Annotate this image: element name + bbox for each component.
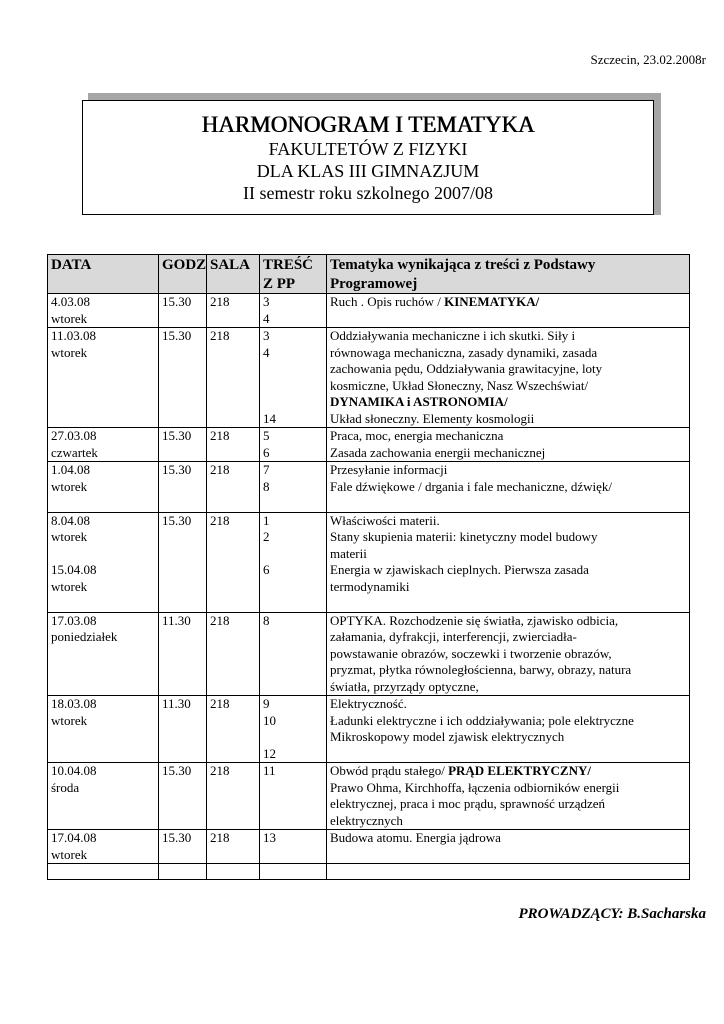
cell-curriculum-point-line <box>263 394 323 411</box>
header-tresc-line1: TREŚĆ <box>263 257 314 273</box>
topic-line <box>330 796 686 813</box>
cell-curriculum-point <box>260 696 327 763</box>
topic-text: pryzmat, płytka równoległościenna, barwy, obrazy, natura <box>330 662 632 677</box>
header-data: DATA <box>48 255 159 294</box>
cell-room: 218 <box>207 763 260 830</box>
place-date: Szczecin, 23.02.2008r <box>590 52 706 67</box>
title-line-1: HARMONOGRAM I TEMATYKA <box>201 112 535 137</box>
topic-text: Energia w zjawiskach cieplnych. Pierwsza zasada <box>330 562 589 577</box>
topic-line <box>330 729 686 746</box>
topic-line <box>330 613 686 630</box>
topic-line <box>330 513 686 530</box>
cell-topic <box>327 294 690 328</box>
empty-table-row <box>48 864 690 880</box>
cell-curriculum-point-line <box>263 361 323 378</box>
topic-text: termodynamiki <box>330 578 410 594</box>
topic-line <box>330 411 686 428</box>
cell-time: 11.30 <box>159 696 207 763</box>
topic-text: Ruch . Opis ruchów / <box>330 294 445 309</box>
cell-date-line: wtorek <box>51 846 88 862</box>
cell-curriculum-point-line <box>263 378 323 395</box>
topic-section-name: DYNAMIKA i ASTRONOMIA/ <box>330 394 508 409</box>
topic-line <box>330 847 686 864</box>
cell-room: 218 <box>207 830 260 864</box>
title-box <box>82 100 654 215</box>
topic-line <box>330 679 686 696</box>
cell-curriculum-point-line: 5 <box>263 428 270 443</box>
cell-date-line: czwartek <box>51 444 98 460</box>
cell-date-line: środa <box>51 779 80 795</box>
topic-line <box>330 780 686 797</box>
cell-room: 218 <box>207 696 260 763</box>
title-line-3: DLA KLAS III GIMNAZJUM <box>256 161 480 181</box>
cell-curriculum-point-line: 14 <box>263 410 276 426</box>
cell-topic <box>327 763 690 830</box>
topic-line <box>330 546 686 563</box>
cell-curriculum-point-line: 3 <box>263 294 270 309</box>
topic-text: Prawo Ohma, Kirchhoffa, łączenia odbiorników energii <box>330 779 620 795</box>
cell-curriculum-point <box>260 294 327 328</box>
topic-text: Zasada zachowania energii mechanicznej <box>330 444 546 460</box>
table-row <box>48 763 690 830</box>
table-row <box>48 328 690 428</box>
cell-time: 15.30 <box>159 830 207 864</box>
table-row <box>48 696 690 763</box>
topic-line <box>330 479 686 496</box>
cell-date-line: wtorek <box>51 478 88 494</box>
topic-line <box>330 495 686 512</box>
cell-date-line <box>51 546 155 563</box>
topic-line <box>330 428 686 445</box>
cell-time: 15.30 <box>159 512 207 612</box>
cell-topic <box>327 328 690 428</box>
cell-curriculum-point-line: 6 <box>263 444 270 460</box>
cell-room: 218 <box>207 294 260 328</box>
empty-cell <box>327 864 690 880</box>
cell-room: 218 <box>207 612 260 696</box>
header-tematyka <box>327 255 690 294</box>
title-line-2: FAKULTETÓW Z FIZYKI <box>268 139 468 159</box>
cell-date-line: 11.03.08 <box>51 328 97 343</box>
cell-room: 218 <box>207 512 260 612</box>
topic-line <box>330 529 686 546</box>
topic-text: Praca, moc, energia mechaniczna <box>330 428 504 443</box>
cell-date <box>48 696 159 763</box>
cell-date-line: 8.04.08 <box>51 512 90 528</box>
header-tematyka-line1: Tematyka wynikająca z treści z Podstawy <box>330 257 596 273</box>
topic-line <box>330 646 686 663</box>
topic-section-name: PRĄD ELEKTRYCZNY/ <box>448 763 591 778</box>
cell-date <box>48 612 159 696</box>
cell-curriculum-point-line: 4 <box>263 344 270 360</box>
cell-time: 11.30 <box>159 612 207 696</box>
cell-date-line: 10.04.08 <box>51 763 97 778</box>
topic-line <box>330 662 686 679</box>
cell-date <box>48 328 159 428</box>
cell-date <box>48 830 159 864</box>
topic-line <box>330 579 686 596</box>
topic-text: materii <box>330 545 367 561</box>
header-sala: SALA <box>207 255 260 294</box>
cell-curriculum-point-line: 11 <box>263 763 276 778</box>
table-body <box>48 294 690 880</box>
signature: PROWADZĄCY: B.Sacharska <box>518 906 706 922</box>
cell-curriculum-point-line: 4 <box>263 310 270 326</box>
topic-text: elektrycznej, praca i moc prądu, sprawność urządzeń <box>330 796 606 811</box>
empty-cell <box>48 864 159 880</box>
topic-text: równowaga mechaniczna, zasady dynamiki, zasada <box>330 344 598 360</box>
topic-line <box>330 830 686 847</box>
cell-topic <box>327 512 690 612</box>
topic-text: Oddziaływania mechaniczne i ich skutki. Siły i <box>330 328 576 343</box>
cell-curriculum-point-line: 3 <box>263 328 270 343</box>
topic-text: światła, przyrządy optyczne, <box>330 678 479 694</box>
cell-date-line: wtorek <box>51 310 88 326</box>
table-row <box>48 428 690 462</box>
header-tresc <box>260 255 327 294</box>
cell-curriculum-point-line <box>263 729 323 746</box>
header-godz: GODZ <box>159 255 207 294</box>
cell-date-line: wtorek <box>51 344 88 360</box>
topic-text: załamania, dyfrakcji, interferencji, zwierciadła- <box>330 629 577 644</box>
cell-curriculum-point-line: 8 <box>263 478 270 494</box>
cell-topic <box>327 696 690 763</box>
cell-time: 15.30 <box>159 328 207 428</box>
cell-date-line: 17.03.08 <box>51 612 97 628</box>
cell-room: 218 <box>207 328 260 428</box>
table-row <box>48 612 690 696</box>
cell-topic <box>327 428 690 462</box>
cell-date-line: 4.03.08 <box>51 294 90 309</box>
cell-curriculum-point <box>260 462 327 513</box>
topic-line <box>330 763 686 780</box>
topic-line <box>330 713 686 730</box>
table-header-row <box>48 255 690 294</box>
topic-line <box>330 445 686 462</box>
cell-curriculum-point-line: 6 <box>263 562 270 577</box>
cell-date <box>48 428 159 462</box>
cell-time: 15.30 <box>159 763 207 830</box>
cell-curriculum-point-line: 12 <box>263 745 276 761</box>
empty-cell <box>207 864 260 880</box>
cell-date <box>48 462 159 513</box>
cell-topic <box>327 830 690 864</box>
cell-curriculum-point-line <box>263 546 323 563</box>
cell-curriculum-point-line: 13 <box>263 830 276 845</box>
topic-text: Właściwości materii. <box>330 512 440 528</box>
topic-text: Stany skupienia materii: kinetyczny model budowy <box>330 529 598 544</box>
cell-date-line: 17.04.08 <box>51 830 97 845</box>
cell-room: 218 <box>207 428 260 462</box>
cell-date-line: wtorek <box>51 578 88 594</box>
cell-curriculum-point-line: 8 <box>263 612 270 628</box>
topic-text: Układ słoneczny. Elementy kosmologii <box>330 410 535 426</box>
cell-curriculum-point <box>260 763 327 830</box>
cell-curriculum-point-line: 10 <box>263 712 276 728</box>
topic-line <box>330 394 686 411</box>
header-tresc-line2: Z PP <box>263 275 296 292</box>
cell-date-line: wtorek <box>51 529 88 544</box>
topic-line <box>330 595 686 612</box>
header-tematyka-line2: Programowej <box>330 275 418 292</box>
cell-date-line: 1.04.08 <box>51 462 90 477</box>
topic-line <box>330 629 686 646</box>
empty-cell <box>260 864 327 880</box>
topic-line <box>330 562 686 579</box>
topic-line <box>330 696 686 713</box>
topic-text: Ładunki elektryczne i ich oddziaływania; pole elektryczne <box>330 712 634 728</box>
topic-text: kosmiczne, Układ Słoneczny, Nasz Wszechświat/ <box>330 377 589 393</box>
cell-curriculum-point <box>260 428 327 462</box>
cell-curriculum-point <box>260 830 327 864</box>
topic-line <box>330 813 686 830</box>
topic-text: OPTYKA. Rozchodzenie się światła, zjawisko odbicia, <box>330 612 619 628</box>
topic-section-name: KINEMATYKA/ <box>444 294 540 309</box>
topic-line <box>330 462 686 479</box>
topic-text: elektrycznych <box>330 812 403 828</box>
cell-date-line: wtorek <box>51 712 88 728</box>
cell-time: 15.30 <box>159 428 207 462</box>
cell-date <box>48 763 159 830</box>
title-line-4: II semestr roku szkolnego 2007/08 <box>243 183 493 203</box>
topic-line <box>330 345 686 362</box>
topic-text: Przesyłanie informacji <box>330 462 448 477</box>
topic-text: Budowa atomu. Energia jądrowa <box>330 830 501 845</box>
topic-line <box>330 378 686 395</box>
table-row <box>48 294 690 328</box>
cell-curriculum-point <box>260 612 327 696</box>
topic-line <box>330 746 686 763</box>
cell-time: 15.30 <box>159 462 207 513</box>
cell-date-line: 18.03.08 <box>51 696 97 711</box>
cell-date-line: 15.04.08 <box>51 562 97 577</box>
cell-date-line: 27.03.08 <box>51 428 97 443</box>
topic-text: Obwód prądu stałego/ <box>330 763 449 778</box>
cell-topic <box>327 462 690 513</box>
cell-curriculum-point <box>260 512 327 612</box>
table-row <box>48 512 690 612</box>
topic-line <box>330 294 686 311</box>
topic-text: zachowania pędu, Oddziaływania grawitacyjne, loty <box>330 361 603 376</box>
cell-curriculum-point-line: 9 <box>263 696 270 711</box>
topic-text: Elektryczność. <box>330 696 407 711</box>
topic-line <box>330 328 686 345</box>
cell-date <box>48 512 159 612</box>
topic-line <box>330 361 686 378</box>
table-row <box>48 462 690 513</box>
cell-date-line: poniedziałek <box>51 629 118 644</box>
cell-curriculum-point-line: 7 <box>263 462 270 477</box>
cell-curriculum-point <box>260 328 327 428</box>
cell-curriculum-point-line: 2 <box>263 529 270 544</box>
topic-text: Fale dźwiękowe / drgania i fale mechaniczne, dźwięk/ <box>330 478 613 494</box>
cell-topic <box>327 612 690 696</box>
schedule-table <box>47 254 690 880</box>
topic-text: Mikroskopowy model zjawisk elektrycznych <box>330 729 565 744</box>
empty-cell <box>159 864 207 880</box>
cell-curriculum-point-line: 1 <box>263 512 270 528</box>
table-row <box>48 830 690 864</box>
cell-room: 218 <box>207 462 260 513</box>
topic-text: powstawanie obrazów, soczewki i tworzenie obrazów, <box>330 645 612 661</box>
cell-date <box>48 294 159 328</box>
cell-time: 15.30 <box>159 294 207 328</box>
